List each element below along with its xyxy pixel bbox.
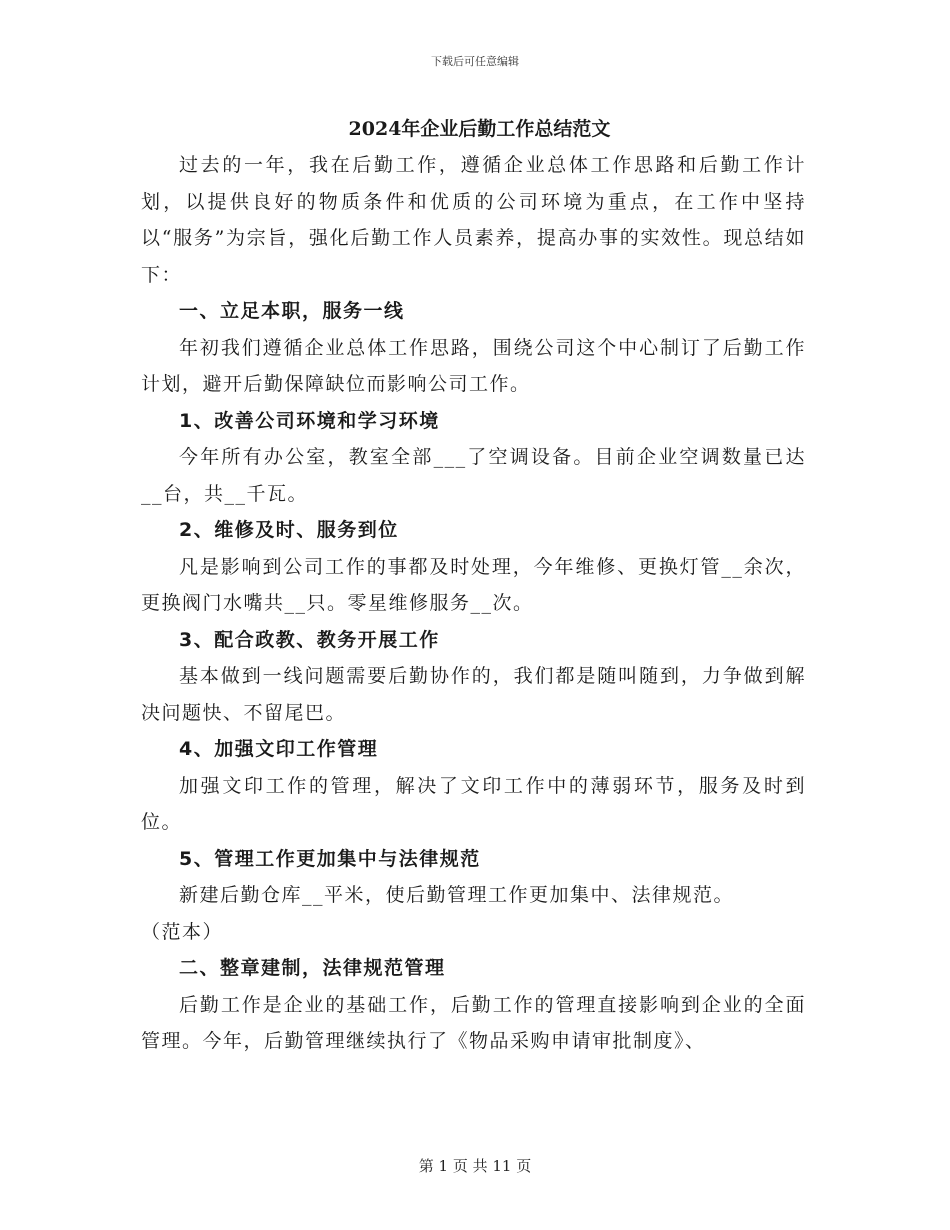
paragraph-subsection-1-5: 新建后勤仓库__平米，使后勤管理工作更加集中、法律规范。 [179, 884, 735, 906]
page-number-footer: 第 1 页 共 11 页 [418, 1157, 532, 1175]
subsection-heading-1-3: 3、配合政教、教务开展工作 [179, 628, 440, 651]
document-body [141, 113, 806, 1060]
subsection-heading-1-5: 5、管理工作更加集中与法律规范 [179, 847, 481, 870]
paragraph-subsection-1-2: 凡是影响到公司工作的事都及时处理，今年维修、更换灯管__余次，更换阀门水嘴共__只。零星维修服务__次。 [141, 555, 806, 614]
document-title: 2024年企业后勤工作总结范文 [348, 118, 611, 140]
paragraph-subsection-1-1: 今年所有办公室，教室全部___了空调设备。目前企业空调数量已达__台，共__千瓦。 [141, 446, 806, 505]
subsection-heading-1-1: 1、改善公司环境和学习环境 [179, 409, 440, 432]
section-heading-1: 一、立足本职，服务一线 [179, 300, 405, 322]
paragraph-section-1: 年初我们遵循企业总体工作思路，围绕公司这个中心制订了后勤工作计划，避开后勤保障缺位而影响公司工作。 [141, 336, 806, 395]
paragraph-section-2: 后勤工作是企业的基础工作，后勤工作的管理直接影响到企业的全面管理。今年，后勤管理继续执行了《物品采购申请审批制度》、 [141, 993, 806, 1052]
paragraph-intro: 过去的一年，我在后勤工作，遵循企业总体工作思路和后勤工作计划，以提供良好的物质条件和优质的公司环境为重点，在工作中坚持以“服务”为宗旨，强化后勤工作人员素养，提高办事的实效性。现总结如下： [141, 154, 806, 286]
paragraph-subsection-1-3: 基本做到一线问题需要后勤协作的，我们都是随叫随到，力争做到解决问题快、不留尾巴。 [141, 665, 806, 724]
paragraph-subsection-1-4: 加强文印工作的管理，解决了文印工作中的薄弱环节，服务及时到位。 [141, 774, 806, 833]
subsection-heading-1-4: 4、加强文印工作管理 [179, 738, 379, 760]
template-note: （范本） [141, 920, 224, 943]
section-heading-2: 二、整章建制，法律规范管理 [179, 957, 446, 979]
subsection-heading-1-2: 2、维修及时、服务到位 [179, 519, 399, 541]
page-header-note: 下载后可任意编辑 [431, 55, 519, 68]
